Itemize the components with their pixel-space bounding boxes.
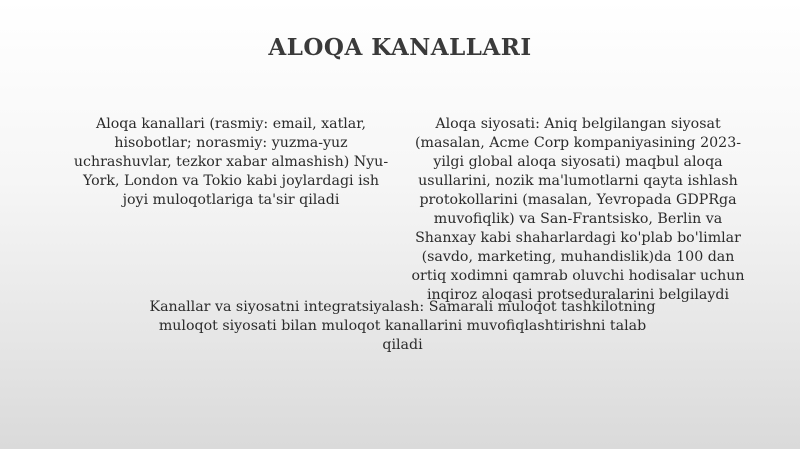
left-text-block: Aloqa kanallari (rasmiy: email, xatlar, hisobotlar; norasmiy: yuzma-yuz uchrashuvlar, tezkor xabar almashish) Nyu-York, London va Tokio kabi joylardagi ish joyi muloqotlariga ta'sir qiladi xyxy=(73,116,389,208)
bottom-text-block: Kanallar va siyosatni integratsiyalash: Samarali muloqot tashkilotning muloqot siyosati bilan muloqot kanallarini muvofiqlashtirishni talab qiladi xyxy=(149,299,656,353)
right-text-block: Aloqa siyosati: Aniq belgilangan siyosat (masalan, Acme Corp kompaniyasining 2023-yilgi global aloqa siyosati) maqbul aloqa usullarini, nozik ma'lumotlarni qayta ishlash protokollarini (masalan, Yevropada GDPRga muvofiqlik) va San-Frantsisko, Berlin va Shanxay kabi shaharlardagi ko'plab bo'limlar (savdo, marketing, muhandislik)da 100 dan ortiq xodimni qamrab oluvchi hodisalar uchun inqiroz aloqasi protseduralarini belgilaydi xyxy=(411,116,745,303)
slide-title: ALOQA KANALLARI xyxy=(268,34,532,61)
